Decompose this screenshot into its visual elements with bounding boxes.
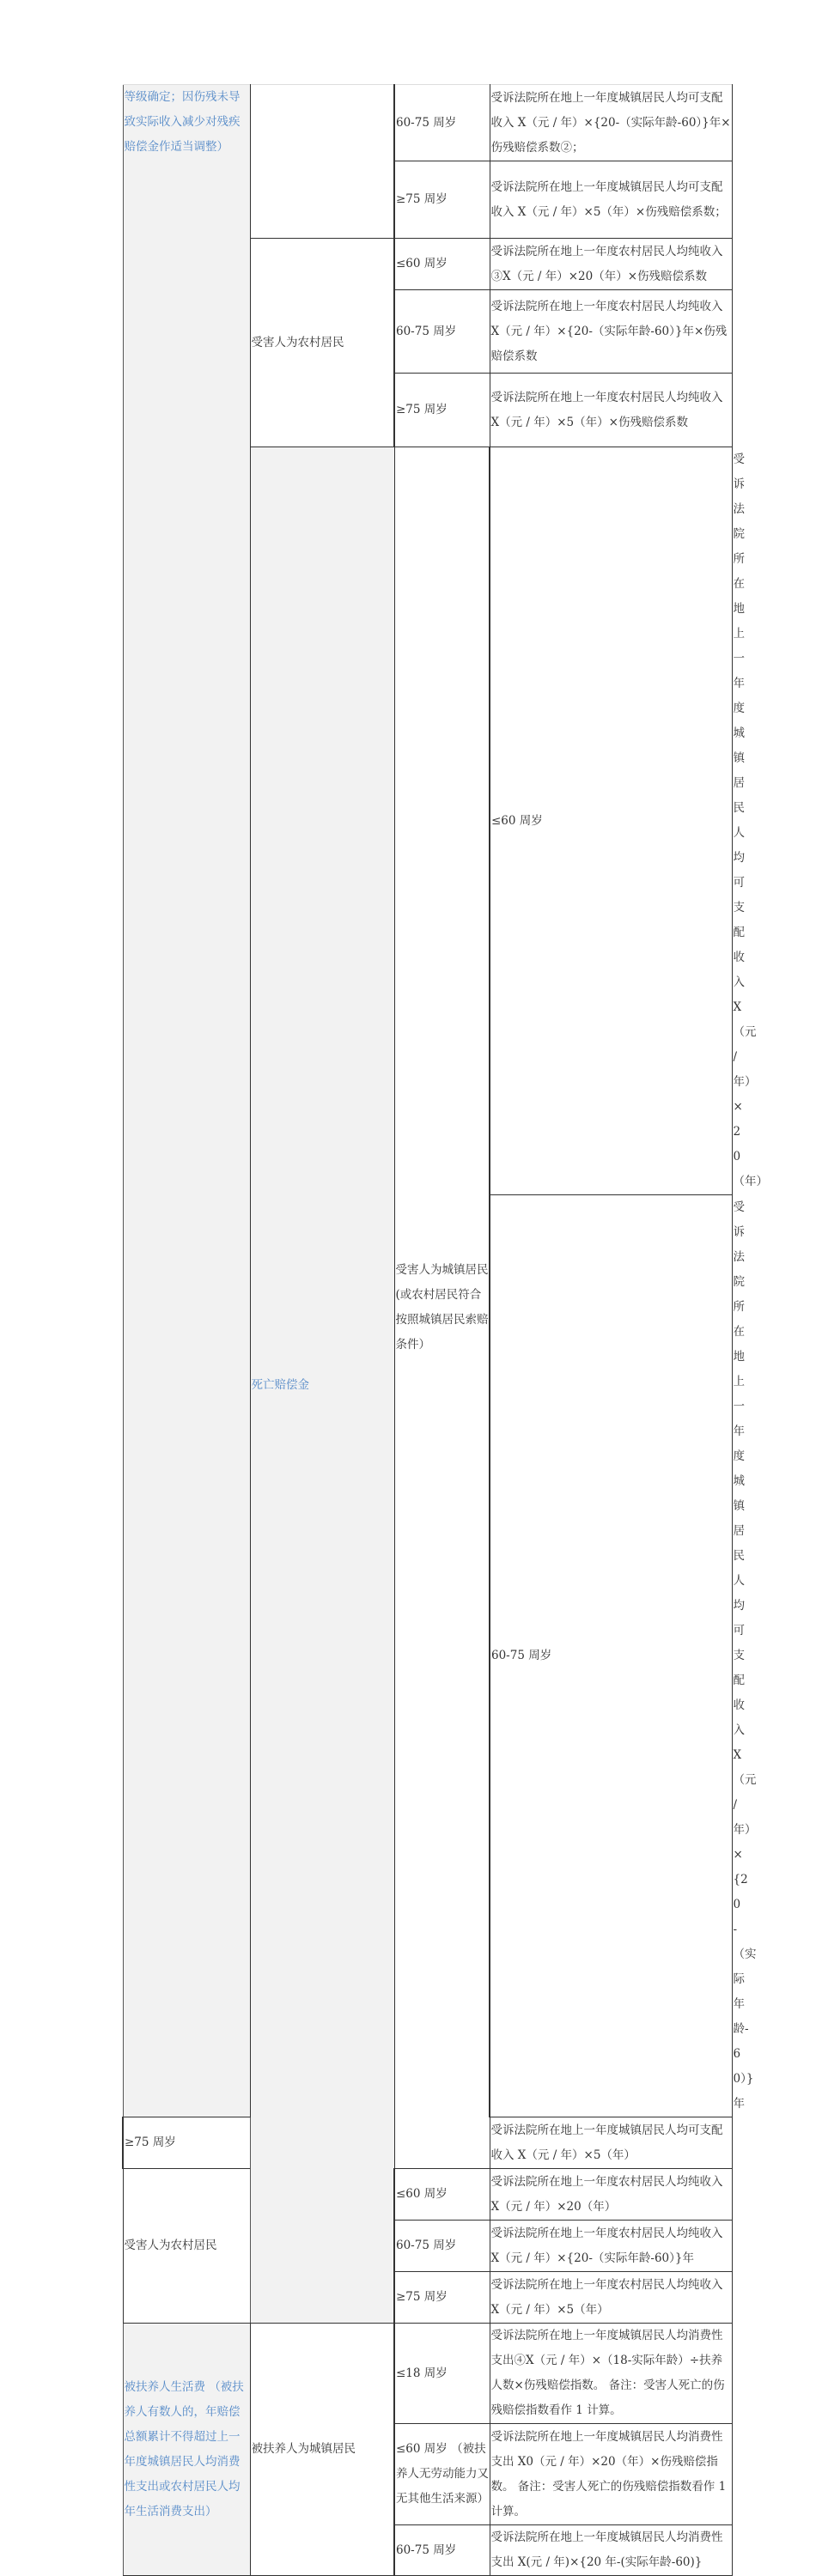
subgroup-rural: 受害人为农村居民 [250,239,394,447]
table-row [123,2169,732,2221]
age-cell: 60-75 周岁 [490,1195,732,2117]
compensation-table-page [122,84,768,2576]
age-cell: 60-75 周岁 [394,85,490,161]
formula-cell: 受诉法院所在地上一年度农村居民人均纯收入 X（元 / 年）×{20-（实际年龄-60）}年×伤残赔偿系数 [490,290,732,374]
age-cell: ≤60 周岁 [490,447,732,1195]
category-disability-tail: 等级确定；因伤残未导致实际收入减少对残疾赔偿金作适当调整） [123,85,250,2117]
formula-cell: 受诉法院所在地上一年度城镇居民人均消费性支出 X0（元 / 年）×20（年）×伤残赔偿指数。 备注：受害人死亡的伤残赔偿指数看作 1 计算。 [490,2424,732,2525]
subgroup-rural: 受害人为农村居民 [123,2169,250,2324]
age-cell: ≤60 周岁 [394,239,490,290]
age-cell: ≥75 周岁 [394,2272,490,2324]
category-death: 死亡赔偿金 [250,447,394,2324]
subgroup-urban-blank [250,85,394,239]
formula-cell: 受诉法院所在地上一年度城镇居民人均可支配收入 X（元 / 年）×5（年）×伤残赔偿系数； [490,161,732,239]
formula-cell: 受诉法院所在地上一年度农村居民人均纯收入 X（元 / 年）×{20-（实际年龄-60）}年 [490,2221,732,2272]
age-cell: ≥75 周岁 [394,161,490,239]
table-row [123,2324,732,2424]
age-cell: 60-75 周岁 [394,290,490,374]
subgroup-urban: 被扶养人为城镇居民 [250,2324,394,2576]
formula-cell: 受诉法院所在地上一年度农村居民人均纯收入 X（元 / 年）×5（年） [490,2272,732,2324]
table-row [123,85,732,161]
formula-cell: 受诉法院所在地上一年度城镇居民人均消费性支出④X（元 / 年）×（18-实际年龄）÷扶养人数×伤残赔偿指数。 备注：受害人死亡的伤残赔偿指数看作 1 计算。 [490,2324,732,2424]
age-cell: ≤60 周岁 [394,2169,490,2221]
subgroup-urban: 受害人为城镇居民(或农村居民符合按照城镇居民索赔条件） [394,447,490,2169]
age-cell: ≥75 周岁 [394,374,490,447]
age-cell: ≥75 周岁 [123,2117,250,2169]
table-row: 60-75 周岁 受诉法院所在地上一年度城镇居民人均可支配收入 X（元 / 年）×{20-（实际年龄-60）}年 [123,1195,732,2117]
category-dependent: 被扶养人生活费 （被扶养人有数人的，年赔偿总额累计不得超过上一年度城镇居民人均消费性支出或农村居民人均年生活消费支出） [123,2324,250,2576]
formula-cell: 受诉法院所在地上一年度城镇居民人均可支配收入 X（元 / 年）×5（年） [490,2117,732,2169]
age-cell: 60-75 周岁 [394,2525,490,2576]
formula-cell: 受诉法院所在地上一年度城镇居民人均可支配收入 X（元 / 年）×{20-（实际年龄-60）}年×伤残赔偿系数②； [490,85,732,161]
formula-cell: 受诉法院所在地上一年度农村居民人均纯收入③X（元 / 年）×20（年）×伤残赔偿系数 [490,239,732,290]
formula-cell: 受诉法院所在地上一年度农村居民人均纯收入 X（元 / 年）×5（年）×伤残赔偿系数 [490,374,732,447]
age-cell: 60-75 周岁 [394,2221,490,2272]
compensation-table [122,84,768,2576]
formula-cell: 受诉法院所在地上一年度农村居民人均纯收入 X（元 / 年）×20（年） [490,2169,732,2221]
age-cell: ≤60 周岁 （被扶养人无劳动能力又无其他生活来源） [394,2424,490,2525]
formula-cell: 受诉法院所在地上一年度城镇居民人均消费性支出 X(元 / 年)×{20 年-(实际年龄-60)} [490,2525,732,2576]
age-cell: ≤18 周岁 [394,2324,490,2424]
table-row: 死亡赔偿金 受害人为城镇居民(或农村居民符合按照城镇居民索赔条件） ≤60 周岁 受诉法院所在地上一年度城镇居民人均可支配收入 X（元 / 年）×20（年） [123,447,732,1195]
